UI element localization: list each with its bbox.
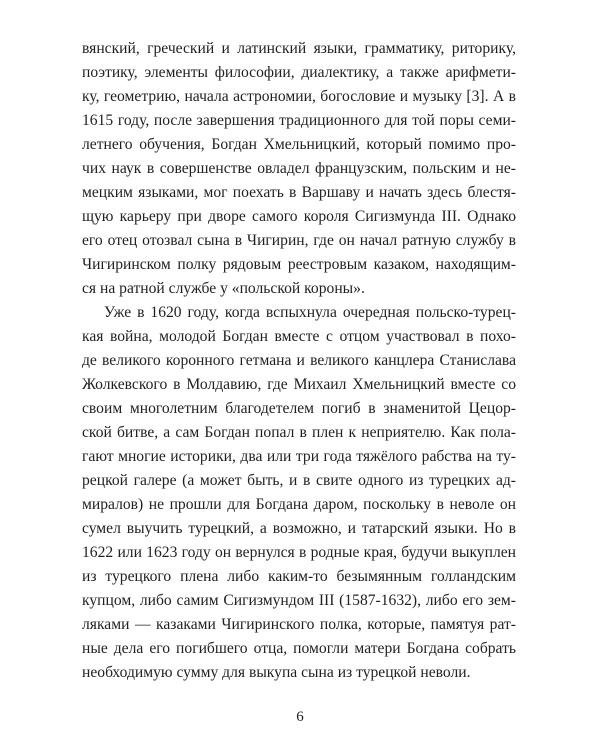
text-line: своим многолетним благодетелем погиб в знаменитой Цецор- [82,400,516,417]
text-line: ные дела его погибшего отца, помогли матери Богдана собрать [82,640,516,657]
text-line: Жолкевского в Молдавию, где Михаил Хмельницкий вместе со [82,376,516,393]
text-line: Чигиринском полку рядовым реестровым казаком, находящим- [82,256,516,273]
text-line: рецкой галере (а может быть, и в свите одного из турецких ад- [82,472,516,489]
text-line: де великого коронного гетмана и великого канцлера Станислава [82,352,516,369]
text-line: 1622 или 1623 году он вернулся в родные края, будучи выкуплен [82,544,516,561]
text-line: ку, геометрию, начала астрономии, богословие и музыку [3]. А в [82,88,516,105]
text-line: ся на ратной службе у «польской короны». [82,280,365,297]
text-line: летнего обучения, Богдан Хмельницкий, который помимо про- [82,136,516,153]
text-line: его отец отозвал сына в Чигирин, где он начал ратную службу в [82,232,516,249]
text-line: сумел выучить турецкий, а возможно, и татарский языки. Но в [82,520,516,537]
text-line: необходимую сумму для выкупа сына из турецкой неволи. [82,664,471,681]
text-line: гают многие историки, два или три года тяжёлого рабства на ту- [82,448,516,465]
paragraph-first-line: Уже в 1620 году, когда вспыхнула очередная польско-турец- [104,304,516,321]
text-line: щую карьеру при дворе самого короля Сигизмунда III. Однако [82,208,516,225]
text-line: кая война, молодой Богдан вместе с отцом участвовал в похо- [82,328,516,345]
text-line: из турецкого плена либо каким-то безымянным голландским [82,568,516,585]
text-line: ской битве, а сам Богдан попал в плен к неприятелю. Как пола- [82,424,516,441]
text-line: ляками — казаками Чигиринского полка, которые, памятуя рат- [82,616,516,633]
text-line: купцом, либо самим Сигизмундом III (1587-1632), либо его зем- [82,592,516,609]
page-number: 6 [296,709,304,725]
text-line: поэтику, элементы философии, диалектику, а также арифмети- [82,64,516,81]
text-line: мецким языками, мог поехать в Варшаву и начать здесь блестя- [82,184,516,201]
text-line: миралов) не прошли для Богдана даром, поскольку в неволе он [82,496,516,513]
text-line: чих наук в совершенстве овладел французским, польским и не- [82,160,516,177]
text-line: вянский, греческий и латинский языки, грамматику, риторику, [82,40,516,57]
text-line: 1615 году, после завершения традиционного для той поры семи- [82,112,516,129]
